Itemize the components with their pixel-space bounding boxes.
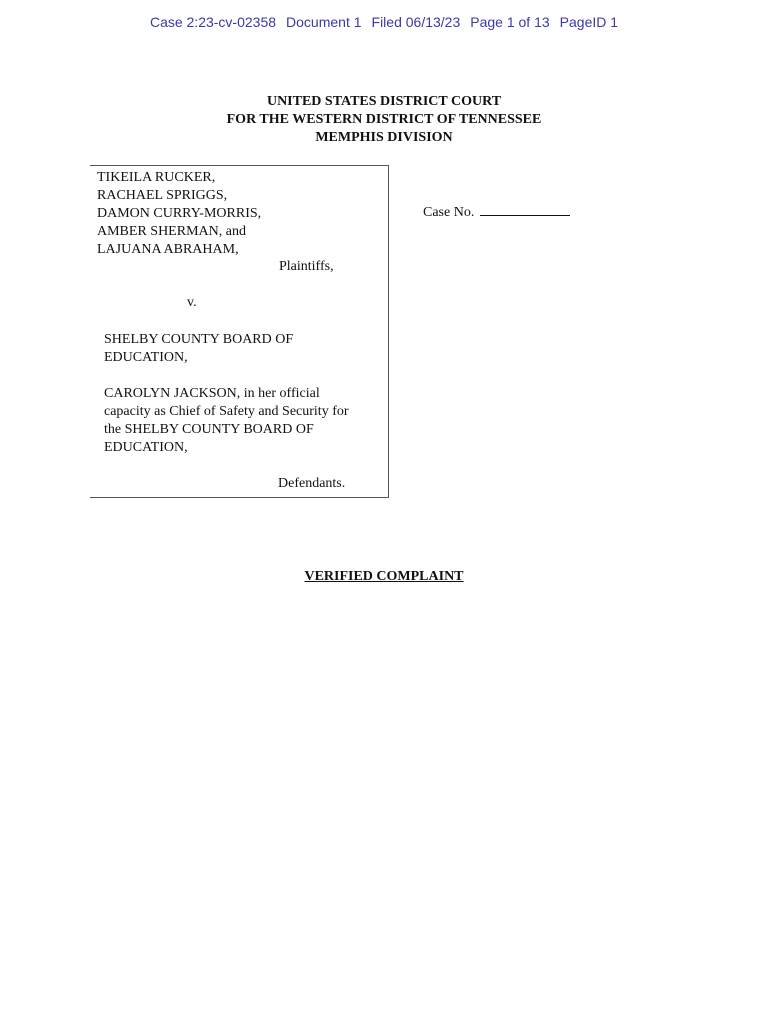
defendant-line: SHELBY COUNTY BOARD OF — [104, 332, 294, 347]
court-name: UNITED STATES DISTRICT COURT — [266, 94, 502, 109]
court-heading — [0, 93, 768, 147]
defendant-line: capacity as Chief of Safety and Security for — [104, 404, 349, 419]
case-number: Case 2:23-cv-02358 — [149, 14, 277, 30]
plaintiff-name: LAJUANA ABRAHAM, — [97, 242, 239, 257]
defendant-jackson — [104, 385, 349, 457]
defendant-line: EDUCATION, — [104, 440, 188, 455]
court-district: FOR THE WESTERN DISTRICT OF TENNESSEE — [226, 112, 542, 127]
plaintiff-name: DAMON CURRY-MORRIS, — [97, 206, 262, 221]
case-no-blank — [480, 203, 570, 216]
plaintiff-name: TIKEILA RUCKER, — [97, 170, 216, 185]
filed-date: Filed 06/13/23 — [371, 14, 461, 30]
court-division: MEMPHIS DIVISION — [315, 130, 453, 145]
defendants-label: Defendants. — [278, 476, 346, 491]
defendant-school-board — [104, 331, 293, 367]
case-number-field — [423, 203, 570, 221]
case-no-label: Case No. — [423, 205, 475, 220]
defendant-line: EDUCATION, — [104, 350, 188, 365]
defendant-line: the SHELBY COUNTY BOARD OF — [104, 422, 314, 437]
plaintiff-list — [97, 169, 261, 259]
plaintiffs-label: Plaintiffs, — [279, 259, 334, 274]
plaintiff-name: RACHAEL SPRIGGS, — [97, 188, 228, 203]
versus: v. — [187, 295, 197, 310]
page-count: Page 1 of 13 — [470, 14, 550, 30]
defendant-line: CAROLYN JACKSON, in her official — [104, 386, 320, 401]
document-title: VERIFIED COMPLAINT — [304, 569, 464, 584]
ecf-header-stamp — [0, 14, 768, 30]
document-number: Document 1 — [286, 14, 362, 30]
page-id: PageID 1 — [559, 14, 619, 30]
plaintiff-name: AMBER SHERMAN, and — [97, 224, 246, 239]
